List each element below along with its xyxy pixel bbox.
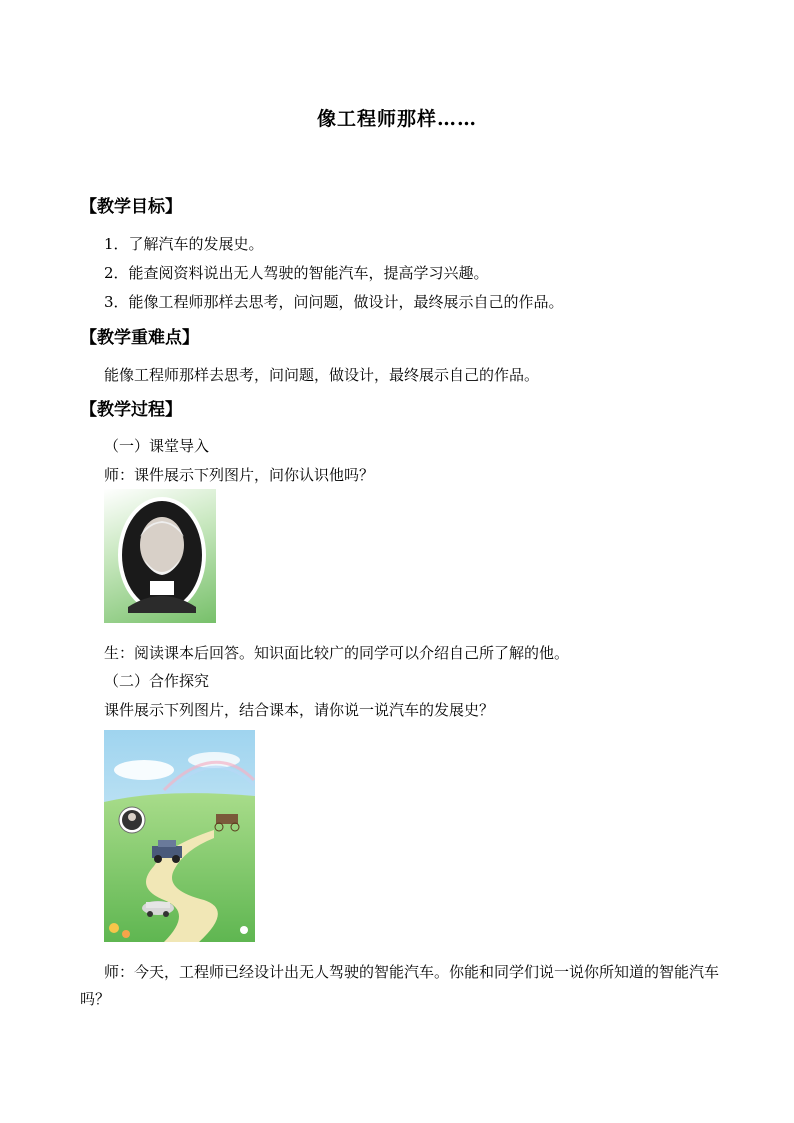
goal-item: 3．能像工程师那样去思考，问问题，做设计，最终展示自己的作品。 (104, 293, 564, 311)
goal-item: 1．了解汽车的发展史。 (104, 235, 264, 253)
goal-item: 2．能查阅资料说出无人驾驶的智能汽车，提高学习兴趣。 (104, 264, 489, 282)
portrait-image (104, 489, 216, 623)
car-history-image (104, 730, 255, 942)
key-text: 能像工程师那样去思考，问问题，做设计，最终展示自己的作品。 (104, 366, 540, 384)
teacher-question-2: 师：今天，工程师已经设计出无人驾驶的智能汽车。你能和同学们说一说你所知道的智能汽车吗？ (80, 963, 720, 1008)
part1-heading: （一）课堂导入 (104, 437, 210, 455)
teacher-question-1: 师：课件展示下列图片，问你认识他吗？ (104, 466, 375, 484)
car-history-illustration (104, 730, 255, 942)
key-heading: 【教学重难点】 (80, 328, 199, 348)
page-title: 像工程师那样…… (316, 108, 477, 130)
portrait-illustration (104, 489, 216, 623)
goals-heading: 【教学目标】 (80, 197, 182, 217)
cooperative-text: 课件展示下列图片，结合课本，请你说一说汽车的发展史？ (104, 701, 495, 719)
part2-heading: （二）合作探究 (104, 672, 210, 690)
process-heading: 【教学过程】 (80, 400, 182, 420)
student-answer-1: 生：阅读课本后回答。知识面比较广的同学可以介绍自己所了解的他。 (104, 644, 570, 662)
